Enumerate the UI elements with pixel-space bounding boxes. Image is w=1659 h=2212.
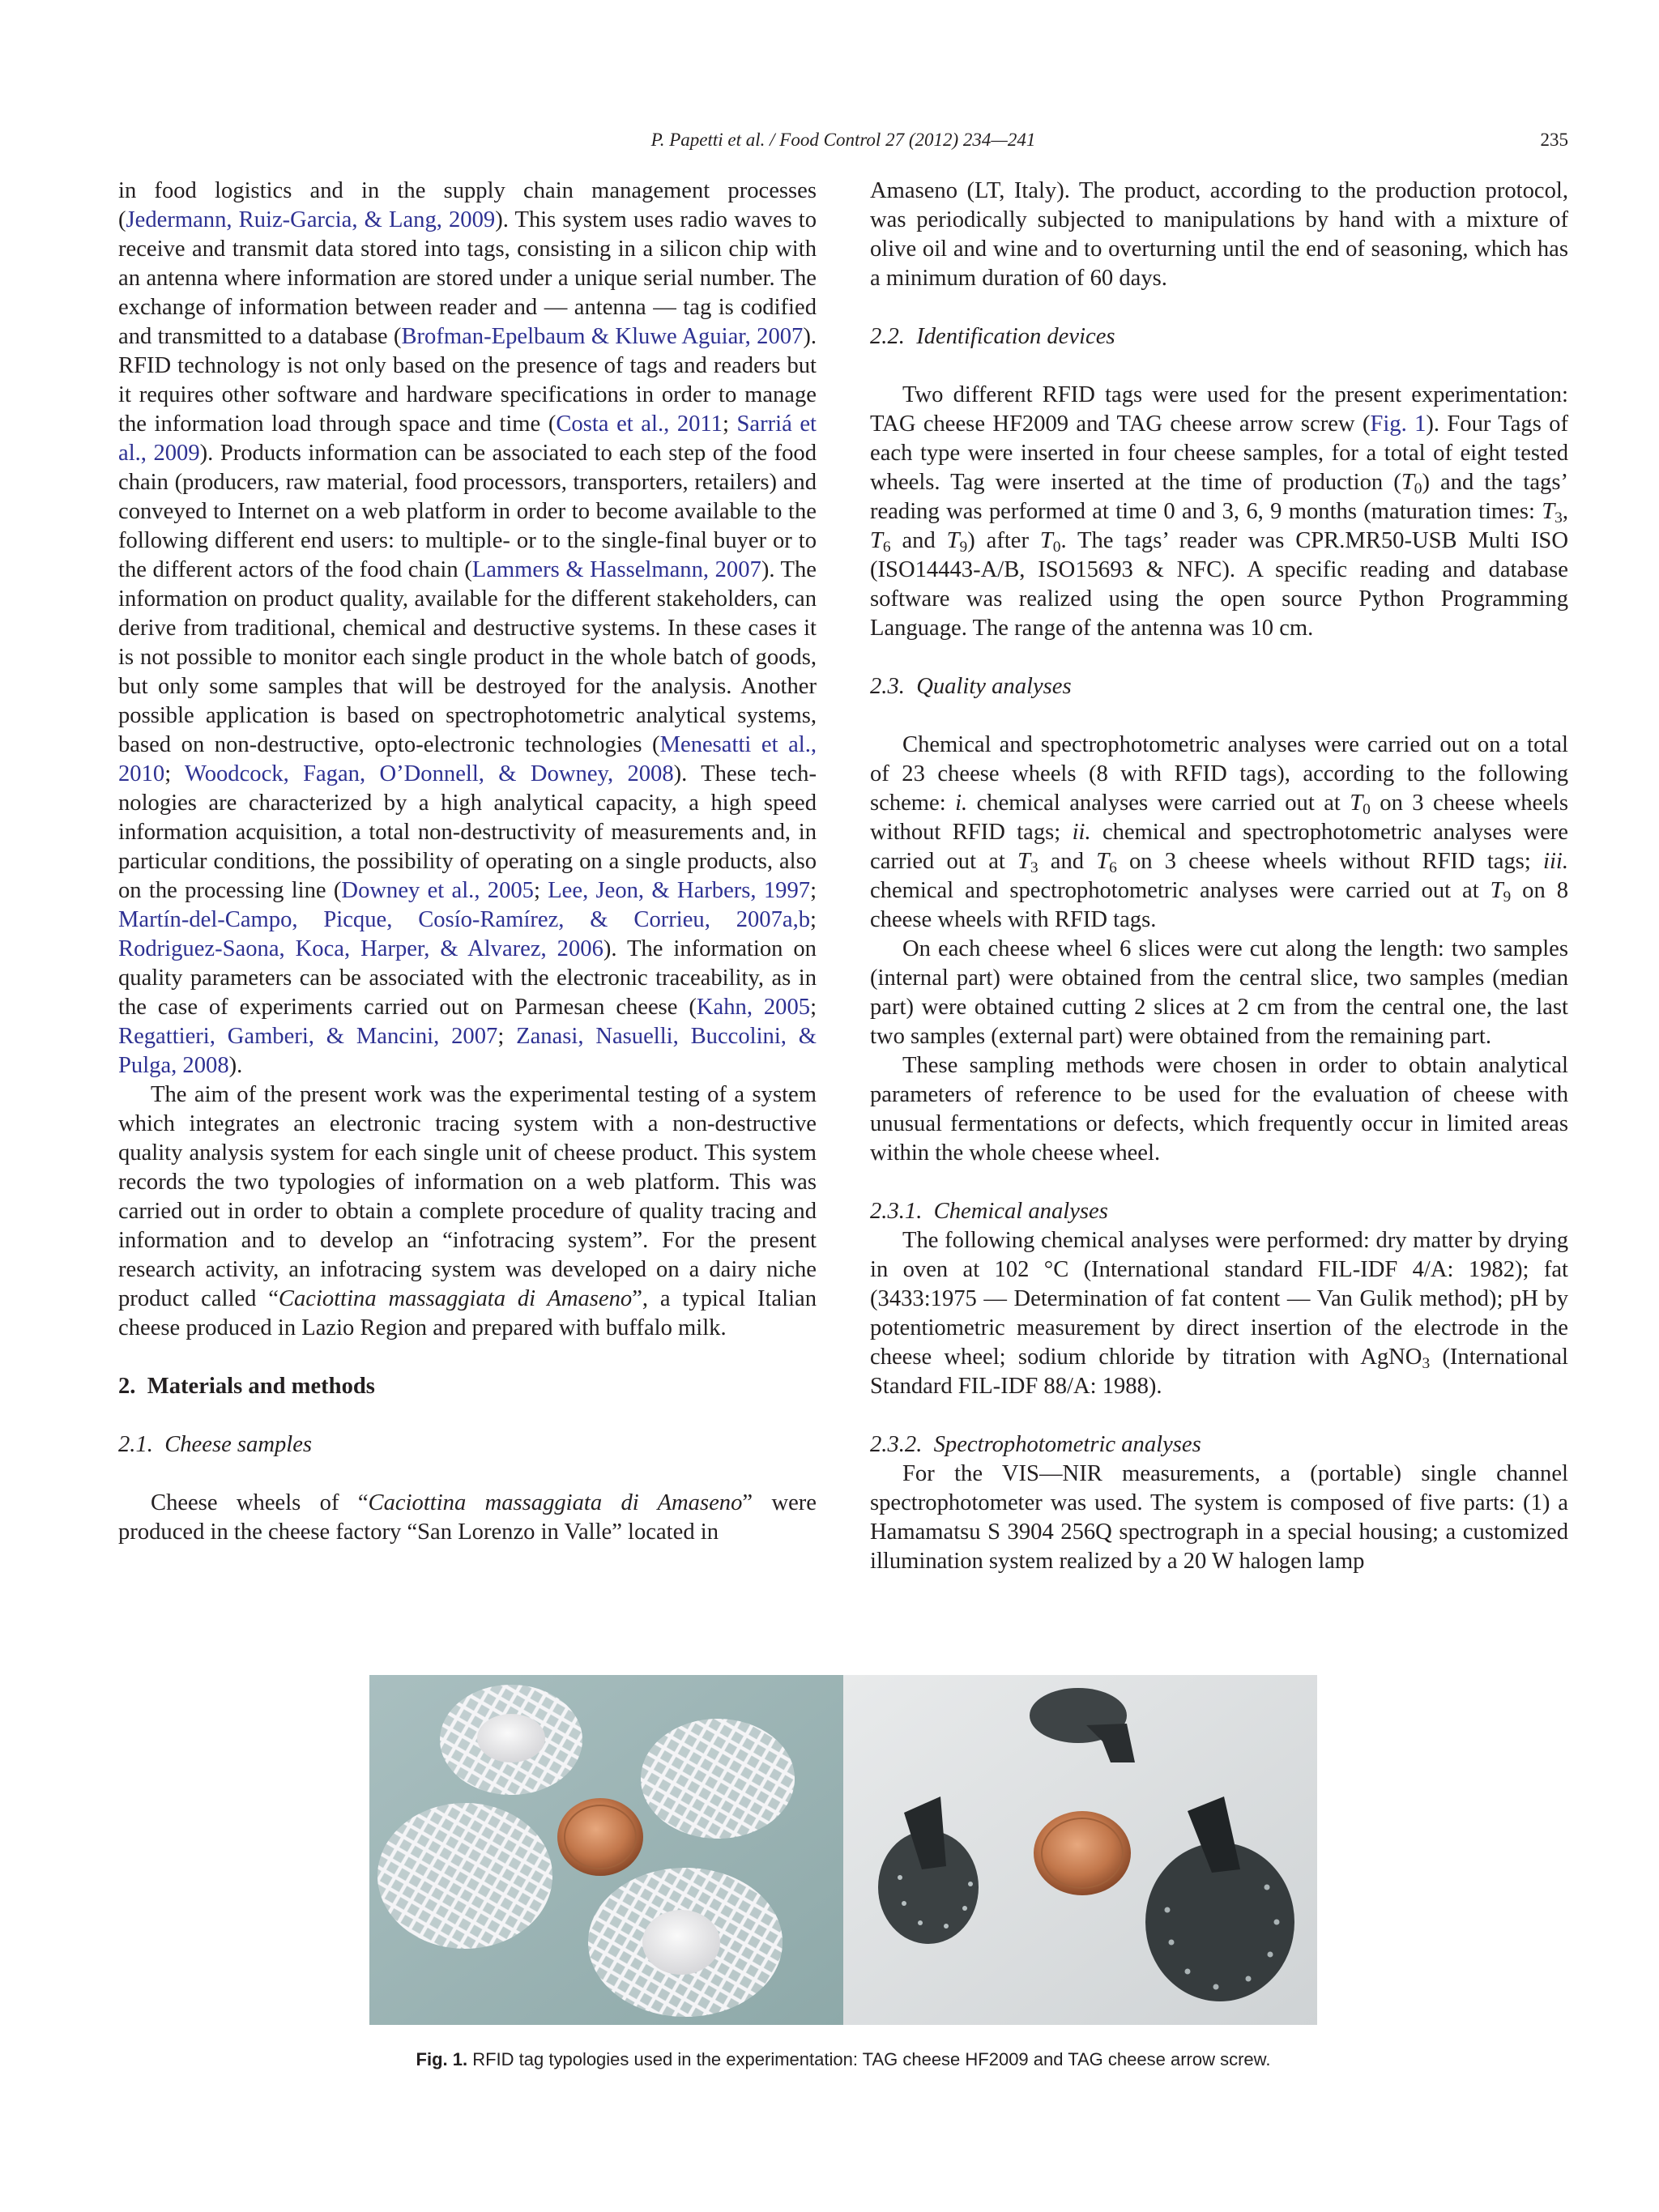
citation-link[interactable]: Downey et al., 2005 (341, 878, 534, 903)
citation-link[interactable]: Kahn, 2005 (696, 995, 811, 1020)
mesh-tag-top (440, 1685, 582, 1795)
citation-link[interactable]: Rodriguez-Saona, Koca, Harper, & Alvarez, 2006 (118, 936, 603, 961)
paragraph-spectro: For the VIS—NIR measurements, a (portable) single channel spectrophotometer was used. The system is composed of five parts: (1) a Hamamatsu S 3904 256Q spectrograph in a special housing; a customized illumination system realized by a 20 W halogen lamp (870, 1461, 1568, 1574)
figure-caption-text: RFID tag typologies used in the experimentation: TAG cheese HF2009 and TAG cheese arrow screw. (467, 2049, 1271, 2069)
paragraph-slices: On each cheese wheel 6 slices were cut along the length: two samples (internal part) were obtained from the central slice, two samples (median part) were obtained cutting 2 slices at 2 cm from the central one, the last two samples (external part) were obtained from the remaining part. (870, 936, 1568, 1049)
subsection-heading-samples: 2.1. Cheese samples (118, 1432, 313, 1457)
subsubsection-heading-chemical: 2.3.1. Chemical analyses (870, 1199, 1108, 1224)
photo-hf2009-tags (369, 1675, 843, 2025)
mesh-tag-bottom (588, 1868, 783, 2017)
paragraph-sampling: These sampling methods were chosen in order to obtain analytical parameters of reference to be used for the evaluation of cheese with unusual fermentations or defects, which frequently occur in limited areas within the whole cheese wheel. (870, 1053, 1568, 1166)
coin (1034, 1811, 1131, 1895)
paragraph-quality: Chemical and spectrophotometric analyses were carried out on a total of 23 cheese wheels (8 with RFID tags), according to the following scheme: i. chemical analyses were carried out at $T_0$ on 3 cheese wheels without RFID tags; ii. chemical and spectrophotometric analyses were carried out at $T_3$ and $T_6$ on 3 cheese wheels without RFID tags; iii. chemical and spectrophotometric analyses were carried out at $T_9$ on 8 cheese wheels with RFID tags. (870, 732, 1569, 932)
citation-link[interactable]: Sarriá et al., 2009 (118, 411, 817, 466)
citation-link[interactable]: Menesatti et al., 2010 (118, 732, 817, 786)
figure-rfid-tags (369, 1675, 1317, 2025)
figure-label: Fig. 1. (416, 2049, 468, 2069)
subsection-heading-devices: 2.2. Identification devices (870, 324, 1115, 349)
paragraph-aim: The aim of the present work was the experimental testing of a system which integrates an electronic tracing system with a non-destructive quality analysis system for each single unit of cheese product. This system records the two typologies of information on a web platform. This was carried out in order to obtain a complete procedure of quality tracing and information and to develop an “infotracing system”. For the present research activity, an infotracing system was developed on a dairy niche product called “Caciottina massaggiata di Amaseno”, a typical Italian cheese produced in Lazio Region and prepared with buffalo milk. (118, 1082, 817, 1340)
paragraph-amaseno: Amaseno (LT, Italy). The product, according to the production protocol, was periodically subjected to manipulations by hand with a mixture of olive oil and wine and to overturning until the end of seasoning, which has a minimum duration of 60 days. (870, 178, 1568, 291)
citation-link[interactable]: Brofman-Epelbaum & Kluwe Aguiar, 2007 (401, 324, 804, 349)
left-column (118, 177, 817, 1547)
right-column (870, 177, 1568, 1576)
page-number: 235 (1540, 130, 1568, 150)
mesh-tag-right (641, 1719, 795, 1839)
figure-photographs (369, 1675, 1317, 2025)
citation-link[interactable]: Lee, Jeon, & Harbers, 1997 (548, 878, 811, 903)
figure-link[interactable]: Fig. 1 (1370, 411, 1427, 437)
figure-caption (118, 2048, 1568, 2072)
running-header (118, 130, 1568, 156)
section-heading-materials: 2. Materials and methods (118, 1374, 375, 1399)
photo-arrow-screw-tags (843, 1675, 1317, 2025)
citation-link[interactable]: Martín-del-Campo, Picque, Cosío-Ramírez, & Corrieu, 2007a,b (118, 907, 811, 932)
paragraph-rfid-intro: in food logistics and in the supply chain management processes (Jedermann, Ruiz-Garcia, & Lang, 2009). This system uses radio waves to receive and transmit data stored into tags, consisting in a silicon chip with an antenna where information are stored under a unique serial number. The exchange of information between reader and — antenna — tag is codified and transmitted to a database (Brofman-Epelbaum & Kluwe Aguiar, 2007). RFID technology is not only based on the presence of tags and readers but it requires other software and hardware specifications in order to manage the information load through space and time (Costa et al., 2011; Sarriá et al., 2009). Products information can be associated to each step of the food chain (producers, raw material, food processors, transporters, retailers) and conveyed to Internet on a web platform in order to become available to the following different end users: to multiple- or to the single-final buyer or to the different actors of the food chain (Lammers & Hasselmann, 2007). The information on product quality, available for the different stakeholders, can derive from traditional, chemical and destructive systems. In these cases it is not possible to monitor each single product in the whole batch of goods, but only some samples that will be destroyed for the analysis. Another possible application is based on spectrophotometric analytical systems, based on non-destructive, opto-electronic technologies (Menesatti et al., 2010; Woodcock, Fagan, O’Donnell, & Downey, 2008). These technologies are characterized by a high analytical capacity, a high speed information acquisition, a total non-destructivity of measurements and, in particular conditions, the possibility of operating on a single products, also on the processing line (Downey et al., 2005; Lee, Jeon, & Harbers, 1997; Martín-del-Campo, Picque, Cosío-Ramírez, & Corrieu, 2007a,b; Rodriguez-Saona, Koca, Harper, & Alvarez, 2006). The information on quality parameters can be associated with the electronic traceability, as in the case of experiments carried out on Parmesan cheese (Kahn, 2005; Regattieri, Gamberi, & Mancini, 2007; Zanasi, Nasuelli, Buccolini, & Pulga, 2008). (118, 178, 817, 1078)
citation-link[interactable]: Lammers & Hasselmann, 2007 (471, 557, 761, 582)
citation-link[interactable]: Regattieri, Gamberi, & Mancini, 2007 (118, 1024, 498, 1049)
subsection-heading-quality: 2.3. Quality analyses (870, 674, 1072, 699)
citation-link[interactable]: Zanasi, Nasuelli, Buccolini, & Pulga, 2008 (118, 1024, 817, 1078)
running-title: P. Papetti et al. / Food Control 27 (2012) 234—241 (650, 130, 1036, 150)
paragraph-chemical: The following chemical analyses were performed: dry matter by drying in oven at 102 °C (International standard FIL-IDF 4/A: 1982); fat (3433:1975 — Determination of fat content — Van Gulik method); pH by potentiometric measurement by direct insertion of the electrode in the cheese wheel; sodium chloride by titration with AgNO$_3$ (International Standard FIL-IDF 88/A: 1988). (870, 1228, 1568, 1399)
citation-link[interactable]: Costa et al., 2011 (556, 411, 723, 437)
paragraph-cheese-samples: Cheese wheels of “Caciottina massaggiata di Amaseno” were produced in the cheese factory “San Lorenzo in Valle” located in (118, 1490, 817, 1545)
subsubsection-heading-spectro: 2.3.2. Spectrophotometric analyses (870, 1432, 1201, 1457)
citation-link[interactable]: Jedermann, Ruiz-Garcia, & Lang, 2009 (126, 207, 496, 232)
citation-link[interactable]: Woodcock, Fagan, O’Donnell, & Downey, 2008 (185, 761, 674, 786)
mesh-tag-left (377, 1803, 552, 1949)
paragraph-devices: Two different RFID tags were used for the present experimentation: TAG cheese HF2009 and TAG cheese arrow screw (Fig. 1). Four Tags of each type were inserted in four cheese samples, for a total of eight tested wheels. Tag were inserted at the time of production $(T_0)$ and the tags’ reading was performed at time 0 and 3, 6, 9 months (maturation times: $T_3$, $T_6$ and $T_9$) after $T_0$. The tags’ reader was CPR.MR50-USB Multi ISO (ISO14443-A/B, ISO15693 & NFC). A specific reading and database software was realized using the open source Python Programming Language. The range of the antenna was 10 cm. (870, 382, 1568, 641)
coin (557, 1798, 643, 1876)
